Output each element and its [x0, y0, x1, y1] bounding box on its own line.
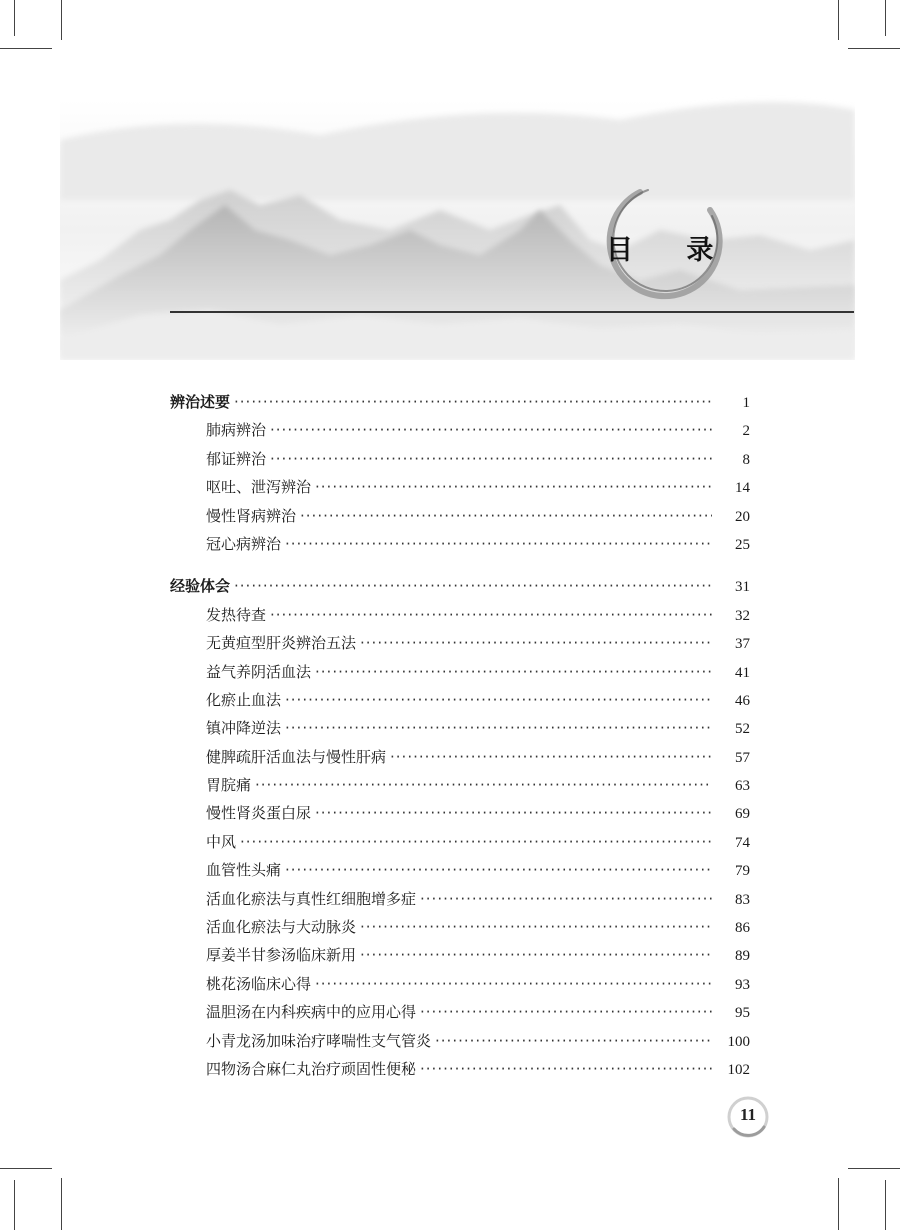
toc-page-number: 89 [735, 948, 750, 965]
toc-page-number: 37 [735, 636, 750, 653]
toc-entry-row[interactable] [170, 629, 750, 657]
toc-entry-row[interactable] [170, 885, 750, 913]
toc-label: 血管性头痛 [206, 861, 282, 880]
crop-mark-bottom-left [0, 1168, 52, 1169]
toc-leader-dots [435, 1027, 712, 1055]
toc-label: 呕吐、泄泻辨治 [206, 478, 312, 497]
toc-leader-dots [315, 799, 712, 827]
toc-label: 胃脘痛 [206, 776, 252, 795]
toc-entry-row[interactable] [170, 1027, 750, 1055]
toc-leader-dots [285, 856, 712, 884]
toc-entry-row[interactable] [170, 743, 750, 771]
crop-mark-bottom-right [848, 1168, 900, 1169]
toc-label: 郁证辨治 [206, 449, 267, 468]
toc-label: 发热待查 [206, 605, 267, 624]
toc-section-row[interactable] [170, 572, 750, 600]
page-number-badge [726, 1095, 770, 1139]
toc-leader-dots [390, 743, 712, 771]
toc-label: 益气养阴活血法 [206, 662, 312, 681]
toc-entry-row[interactable] [170, 1055, 750, 1083]
toc-label: 肺病辨治 [206, 421, 267, 440]
toc-entry-row[interactable] [170, 445, 750, 473]
toc-entry-row[interactable] [170, 502, 750, 530]
toc-leader-dots [234, 572, 712, 600]
toc-page-number: 102 [727, 1061, 750, 1078]
toc-page-number: 79 [735, 863, 750, 880]
toc-label: 慢性肾炎蛋白尿 [206, 804, 312, 823]
toc-leader-dots [315, 473, 712, 501]
toc-leader-dots [315, 970, 712, 998]
toc-page-number: 100 [727, 1033, 750, 1050]
crop-mark-bottom-left [61, 1178, 62, 1230]
toc-entry-row[interactable] [170, 686, 750, 714]
toc-page-number: 31 [735, 579, 750, 596]
toc-label: 小青龙汤加味治疗哮喘性支气管炎 [206, 1031, 432, 1050]
toc-label: 桃花汤临床心得 [206, 974, 312, 993]
toc-entry-row[interactable] [170, 771, 750, 799]
toc-entry-row[interactable] [170, 970, 750, 998]
toc-leader-dots [285, 530, 712, 558]
toc-section-row[interactable] [170, 388, 750, 416]
toc-entry-row[interactable] [170, 856, 750, 884]
toc-label: 冠心病辨治 [206, 534, 282, 553]
toc-label: 经验体会 [170, 577, 231, 596]
toc-leader-dots [285, 714, 712, 742]
page-number: 11 [739, 1105, 757, 1124]
crop-mark-top-left [0, 48, 52, 49]
toc-entry-row[interactable] [170, 941, 750, 969]
toc-label: 中风 [206, 832, 237, 851]
toc-leader-dots [420, 1055, 712, 1083]
toc-page-number: 95 [735, 1005, 750, 1022]
toc-entry-row[interactable] [170, 799, 750, 827]
crop-mark-top-right [885, 0, 886, 36]
section-gap [170, 558, 750, 572]
toc-page-number: 57 [735, 749, 750, 766]
toc-page-number: 41 [735, 664, 750, 681]
toc-label: 健脾疏肝活血法与慢性肝病 [206, 747, 387, 766]
toc-label: 厚姜半甘参汤临床新用 [206, 946, 357, 965]
toc-page-number: 93 [735, 976, 750, 993]
toc-page-number: 46 [735, 692, 750, 709]
toc-page-number: 20 [735, 508, 750, 525]
toc-page-number: 14 [735, 480, 750, 497]
toc-leader-dots [315, 658, 712, 686]
toc-page-number: 1 [742, 395, 750, 411]
toc-leader-dots [240, 828, 712, 856]
toc-entry-row[interactable] [170, 601, 750, 629]
toc-page-number: 2 [742, 423, 750, 440]
toc-page-number: 74 [735, 834, 750, 851]
toc-leader-dots [360, 941, 712, 969]
crop-mark-bottom-right [838, 1178, 839, 1230]
table-of-contents [170, 388, 750, 1083]
toc-entry-row[interactable] [170, 828, 750, 856]
crop-mark-top-right [838, 0, 839, 40]
header-rule [170, 311, 854, 313]
toc-leader-dots [420, 885, 712, 913]
toc-label: 慢性肾病辨治 [206, 506, 297, 525]
crop-mark-bottom-right [885, 1180, 886, 1230]
toc-page-number: 32 [735, 607, 750, 624]
toc-label: 活血化瘀法与大动脉炎 [206, 918, 357, 937]
toc-page-number: 86 [735, 920, 750, 937]
toc-label: 辨治述要 [170, 393, 231, 411]
toc-entry-row[interactable] [170, 473, 750, 501]
crop-mark-top-left [14, 0, 15, 36]
toc-leader-dots [300, 502, 712, 530]
toc-entry-row[interactable] [170, 658, 750, 686]
page-title: 目 录 [606, 235, 736, 266]
toc-entry-row[interactable] [170, 913, 750, 941]
toc-leader-dots [360, 629, 712, 657]
toc-leader-dots [270, 416, 712, 444]
toc-leader-dots [255, 771, 712, 799]
toc-label: 温胆汤在内科疾病中的应用心得 [206, 1003, 417, 1022]
toc-leader-dots [270, 445, 712, 473]
mountain-ink-banner [60, 80, 855, 360]
toc-page-number: 8 [742, 451, 750, 468]
crop-mark-bottom-left [14, 1180, 15, 1230]
toc-leader-dots [285, 686, 712, 714]
crop-mark-top-right [848, 48, 900, 49]
toc-page-number: 63 [735, 778, 750, 795]
toc-entry-row[interactable] [170, 530, 750, 558]
toc-leader-dots [420, 998, 712, 1026]
toc-label: 活血化瘀法与真性红细胞增多症 [206, 889, 417, 908]
toc-page-number: 69 [735, 806, 750, 823]
toc-entry-row[interactable] [170, 416, 750, 444]
toc-entry-row[interactable] [170, 998, 750, 1026]
toc-entry-row[interactable] [170, 714, 750, 742]
toc-leader-dots [270, 601, 712, 629]
toc-page-number: 83 [735, 891, 750, 908]
toc-label: 镇冲降逆法 [206, 719, 282, 738]
toc-page-number: 52 [735, 721, 750, 738]
toc-leader-dots [360, 913, 712, 941]
crop-mark-top-left [61, 0, 62, 40]
toc-label: 四物汤合麻仁丸治疗顽固性便秘 [206, 1059, 417, 1078]
toc-leader-dots [234, 388, 712, 416]
toc-page-number: 25 [735, 536, 750, 553]
toc-label: 无黄疸型肝炎辨治五法 [206, 634, 357, 653]
toc-label: 化瘀止血法 [206, 690, 282, 709]
